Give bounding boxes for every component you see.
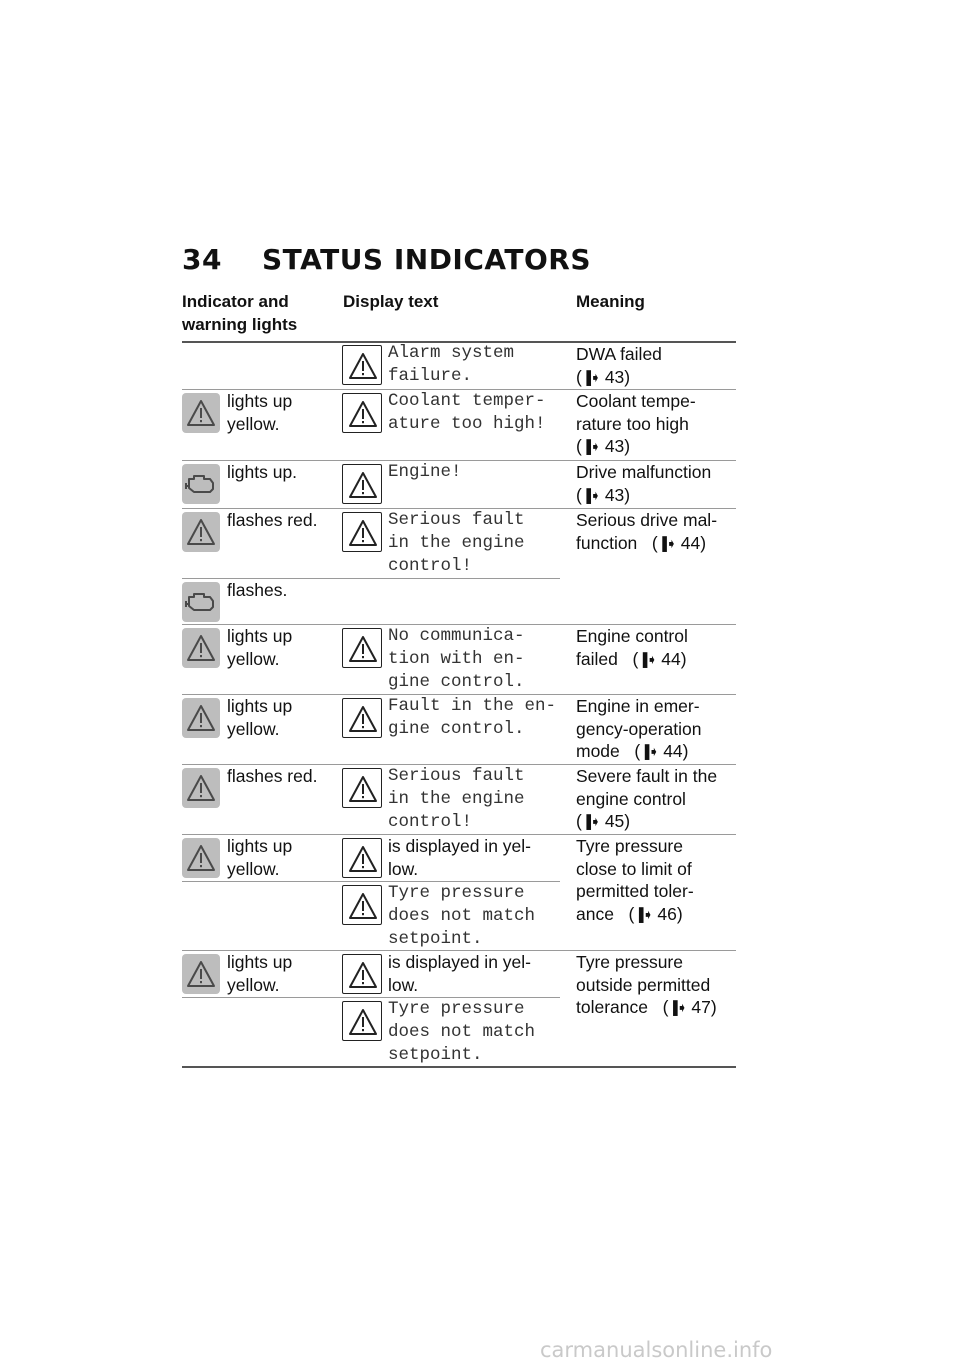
meaning-label: Tyre pressure close to limit of permitted toler- ance [576, 836, 694, 924]
page-reference[interactable]: 47 [691, 997, 711, 1017]
watermark: carmanualsonline.info [540, 1338, 773, 1362]
warning-triangle-icon [342, 768, 382, 808]
status-text: lights up yellow. [227, 391, 293, 434]
warning-triangle-icon [182, 954, 220, 994]
column-header-display: Display text [343, 292, 439, 311]
display-text: No communica- tion with en- gine control. [388, 626, 525, 692]
display-text: Fault in the en- gine control. [388, 696, 557, 739]
meaning-text: DWA failed (▐➧ 43) [576, 343, 662, 389]
meaning-text: Coolant tempe- rature too high (▐➧ 43) [576, 390, 696, 459]
warning-triangle-icon [342, 698, 382, 738]
warning-triangle-icon [342, 628, 382, 668]
page-reference[interactable]: 44 [663, 741, 683, 761]
meaning-text: Serious drive mal- function (▐➧ 44) [576, 509, 717, 555]
warning-triangle-icon [342, 393, 382, 433]
page-reference-arrow-icon: ▐➧ [581, 369, 600, 385]
display-text: Alarm system failure. [388, 343, 515, 386]
page-reference-arrow-icon: ▐➧ [668, 1000, 687, 1015]
display-text: Tyre pressure does not match setpoint. [388, 883, 536, 949]
meaning-text: Tyre pressure outside permitted tolerance (▐➧ 47) [576, 951, 717, 1020]
meaning-label: Engine control failed [576, 626, 688, 669]
status-text: lights up yellow. [227, 696, 293, 739]
status-text: flashes red. [227, 766, 318, 786]
display-text: is displayed in yel- low. [388, 952, 531, 995]
page-reference[interactable]: 45 [604, 811, 625, 831]
engine-check-icon [182, 464, 220, 504]
page-reference-arrow-icon: ▐➧ [634, 906, 653, 922]
page-number: 34 [182, 243, 222, 276]
page-reference-arrow-icon: ▐➧ [657, 535, 676, 551]
status-text: lights up yellow. [227, 626, 293, 669]
meaning-text: Engine control failed (▐➧ 44) [576, 625, 688, 671]
display-text: Serious fault in the engine control! [388, 510, 525, 576]
warning-triangle-icon [342, 464, 382, 504]
page-reference[interactable]: 43 [604, 366, 625, 387]
meaning-text: Drive malfunction (▐➧ 43) [576, 461, 711, 507]
warning-triangle-icon [182, 512, 220, 552]
warning-triangle-icon [182, 768, 220, 808]
warning-triangle-icon [342, 1001, 382, 1041]
display-text: Coolant temper- ature too high! [388, 391, 546, 434]
meaning-text: Severe fault in the engine control (▐➧ 45) [576, 765, 717, 834]
warning-triangle-icon [342, 345, 382, 385]
page-header [182, 243, 591, 276]
page-reference[interactable]: 43 [604, 484, 625, 505]
status-text: lights up yellow. [227, 952, 293, 995]
meaning-label: Serious drive mal- function [576, 510, 718, 553]
page-reference-arrow-icon: ▐➧ [581, 814, 600, 829]
meaning-label: Severe fault in the engine control [576, 766, 718, 809]
page-reference-arrow-icon: ▐➧ [581, 439, 600, 454]
meaning-label: Drive malfunction [576, 462, 712, 482]
warning-triangle-icon [182, 838, 220, 878]
column-header-meaning: Meaning [576, 292, 645, 311]
page-reference[interactable]: 46 [657, 903, 677, 924]
page-title: STATUS INDICATORS [262, 243, 592, 276]
warning-triangle-icon [342, 512, 382, 552]
display-text: Engine! [388, 462, 462, 482]
warning-triangle-icon [182, 393, 220, 433]
display-text: Tyre pressure does not match setpoint. [388, 999, 536, 1065]
page-reference[interactable]: 44 [661, 648, 681, 669]
status-text: lights up yellow. [227, 836, 293, 879]
meaning-label: Coolant tempe- rature too high [576, 391, 696, 434]
meaning-label: DWA failed [576, 344, 662, 364]
status-text: flashes. [227, 580, 288, 600]
warning-triangle-icon [342, 838, 382, 878]
engine-check-icon [182, 582, 220, 622]
meaning-label: Engine in emer- gency-operation mode [576, 696, 702, 761]
display-text: is displayed in yel- low. [388, 836, 531, 879]
warning-triangle-icon [182, 698, 220, 738]
warning-triangle-icon [342, 885, 382, 925]
status-text: lights up. [227, 462, 298, 482]
page-reference-arrow-icon: ▐➧ [640, 744, 659, 759]
page-reference-arrow-icon: ▐➧ [581, 487, 600, 503]
status-text: flashes red. [227, 510, 318, 530]
meaning-text: Engine in emer- gency-operation mode (▐➧ 44) [576, 695, 702, 764]
column-header-indicator: Indicator and warning lights [182, 292, 298, 334]
warning-triangle-icon [182, 628, 220, 668]
meaning-label: Tyre pressure outside permitted tolerance [576, 952, 711, 1017]
meaning-text: Tyre pressure close to limit of permitted toler- ance (▐➧ 46) [576, 835, 694, 926]
page-reference[interactable]: 43 [604, 436, 625, 456]
display-text: Serious fault in the engine control! [388, 766, 525, 832]
page-reference[interactable]: 44 [680, 532, 701, 553]
page-reference-arrow-icon: ▐➧ [638, 651, 657, 667]
warning-triangle-icon [342, 954, 382, 994]
